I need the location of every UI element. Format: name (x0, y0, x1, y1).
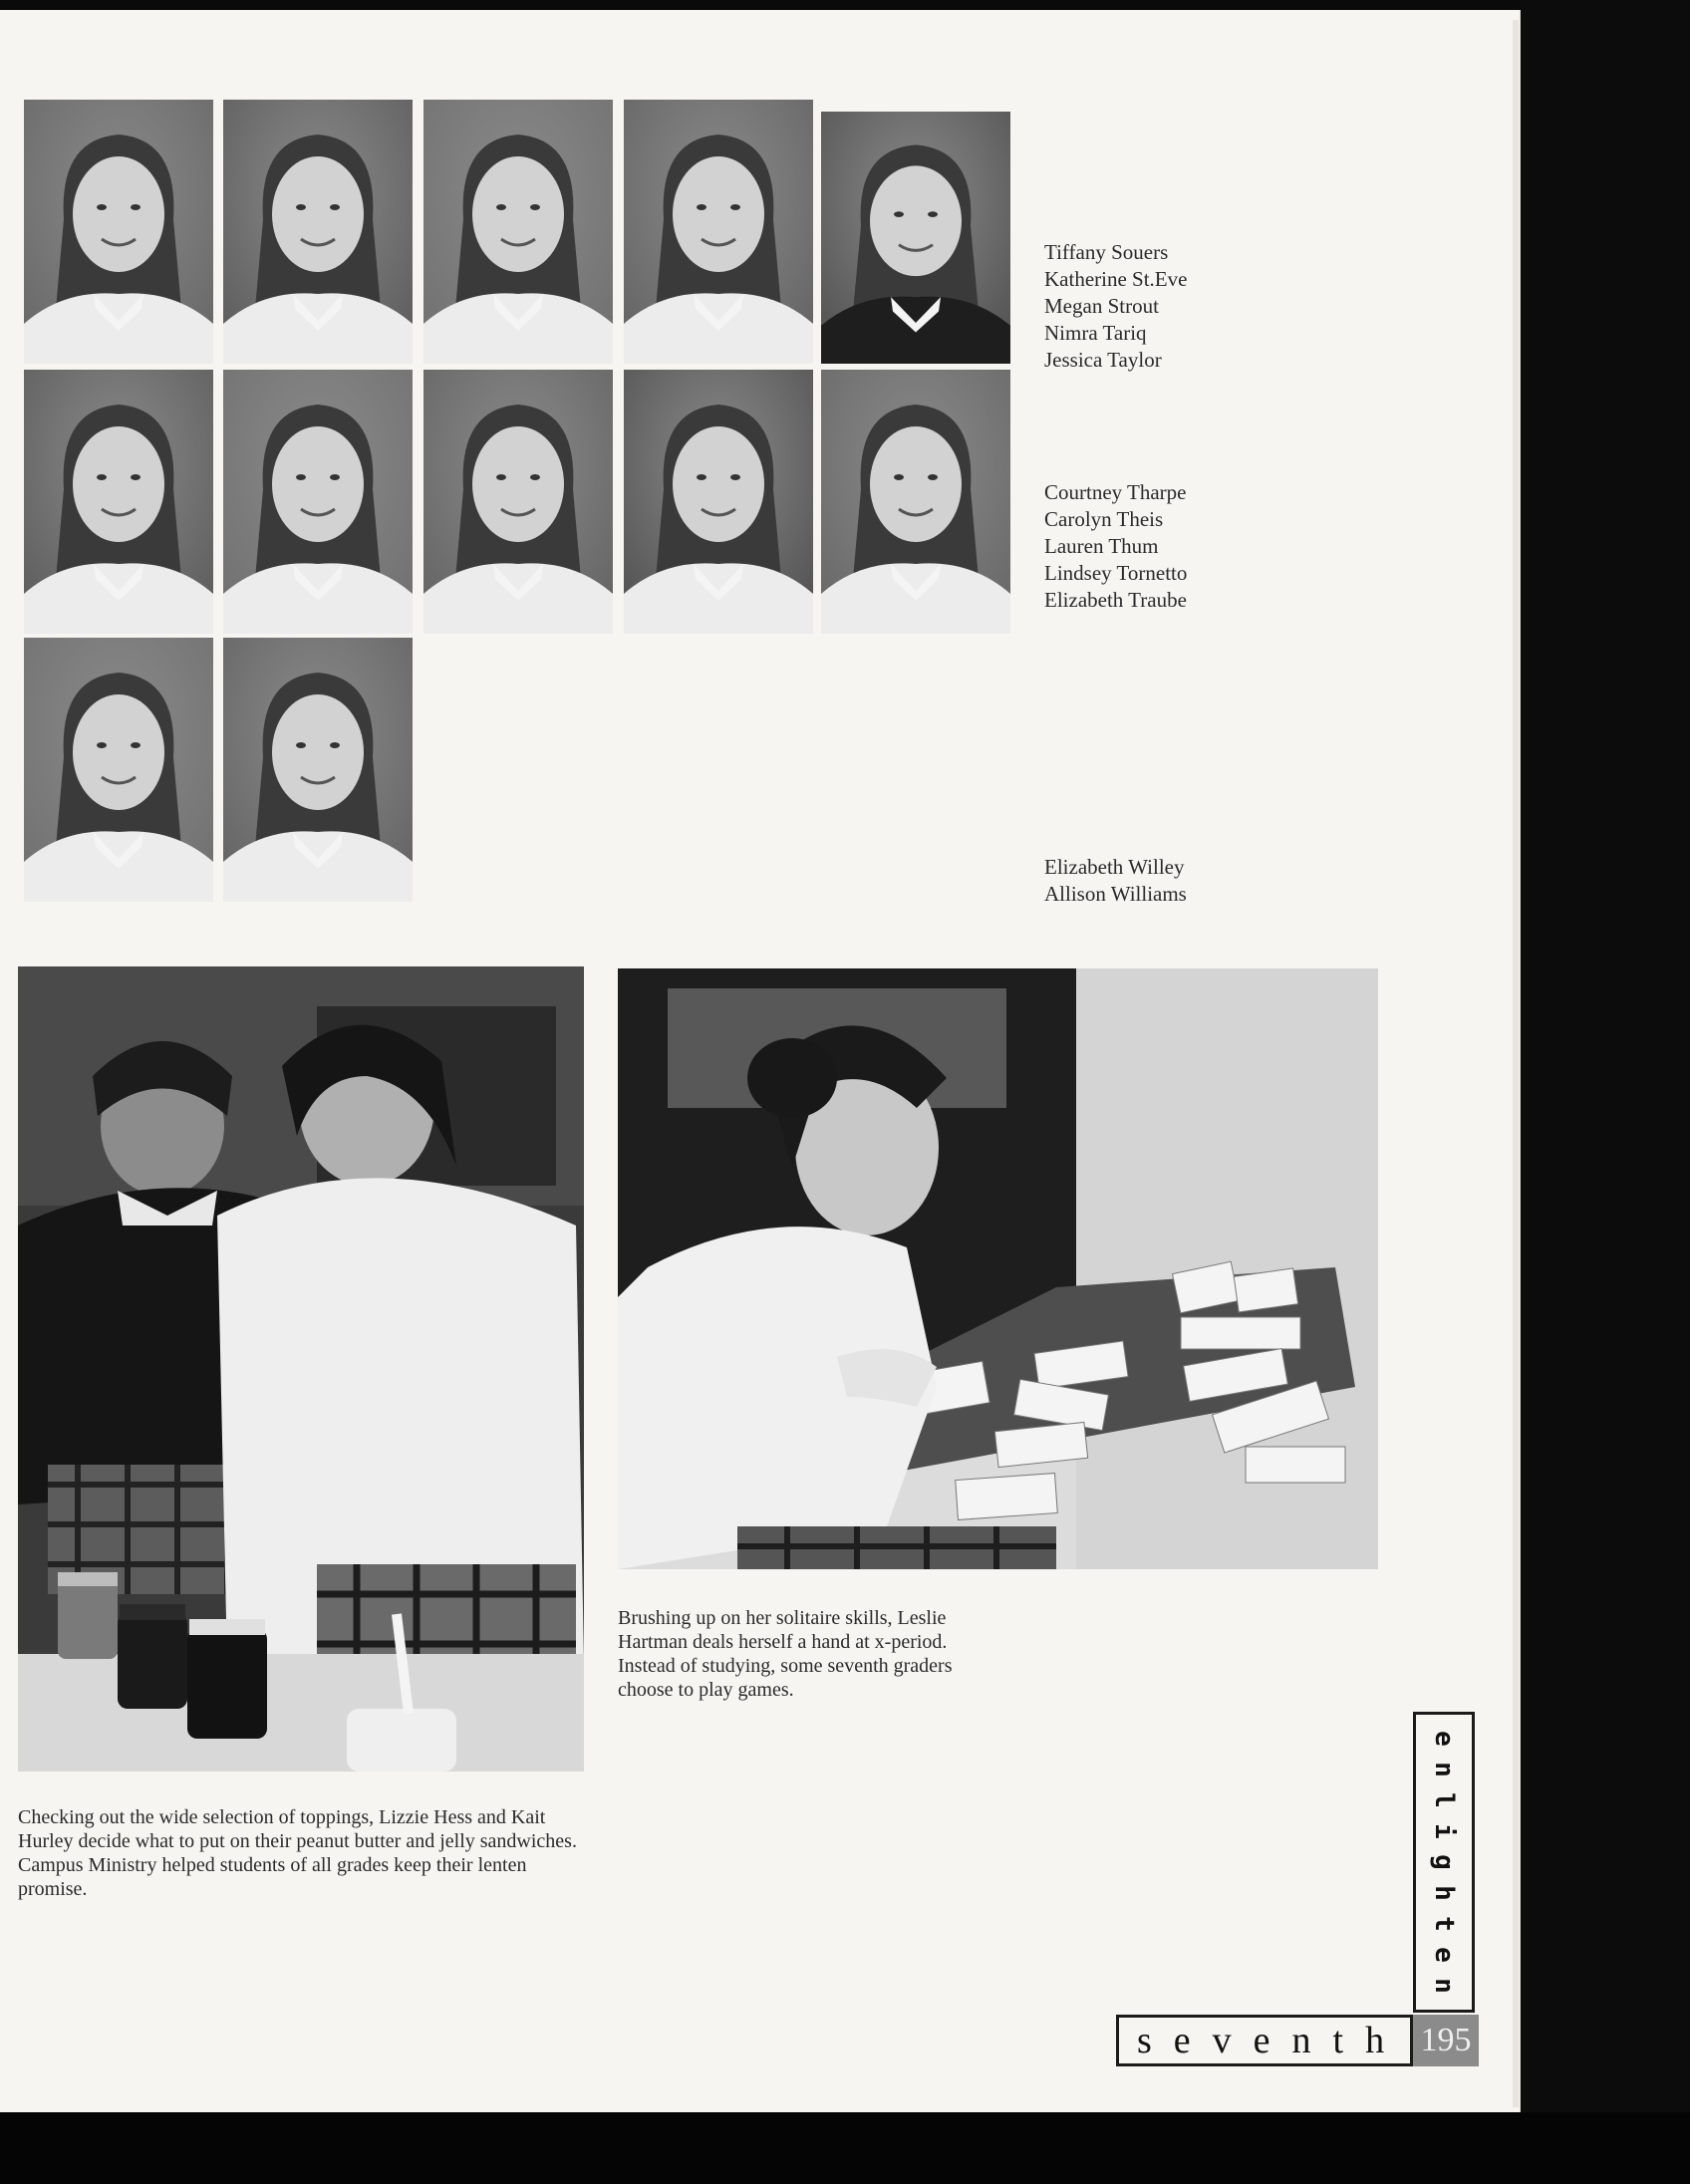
student-portrait (624, 100, 813, 364)
theme-letter: n (1429, 1978, 1459, 1995)
theme-tab-enlighten (1413, 1712, 1475, 2013)
student-name: Allison Williams (1044, 882, 1187, 906)
names-row-2 (1044, 479, 1187, 614)
section-label: seventh (1116, 2015, 1413, 2066)
student-name: Courtney Tharpe (1044, 480, 1187, 504)
student-portrait (223, 638, 413, 902)
student-name: Elizabeth Traube (1044, 588, 1187, 612)
student-portrait (821, 370, 1010, 634)
theme-letter: h (1429, 1885, 1459, 1901)
theme-letter: i (1429, 1823, 1459, 1839)
caption-sandwich-photo: Checking out the wide selection of toppings, Lizzie Hess and Kait Hurley decide what to put on their peanut butter and jelly sandwiches. Campus Ministry helped students of all grades keep their lenten promise. (18, 1806, 577, 1900)
student-name: Megan Strout (1044, 294, 1159, 318)
show-through-text (1026, 105, 1445, 190)
student-portrait (624, 370, 813, 634)
names-row-3 (1044, 854, 1187, 908)
student-name: Carolyn Theis (1044, 507, 1164, 531)
student-portrait (423, 100, 613, 364)
photo-solitaire (618, 968, 1378, 1569)
student-name: Jessica Taylor (1044, 348, 1162, 372)
student-portrait (223, 100, 413, 364)
scan-background-strip (1521, 0, 1690, 2184)
caption-solitaire-photo: Brushing up on her solitaire skills, Leslie Hartman deals herself a hand at x-period. Instead of studying, some seventh graders choose to play games. (618, 1607, 953, 1701)
student-name: Tiffany Souers (1044, 240, 1169, 264)
student-name: Katherine St.Eve (1044, 267, 1188, 291)
student-portrait (24, 638, 213, 902)
student-portrait (821, 112, 1010, 364)
theme-letter: e (1429, 1730, 1459, 1747)
page-edge (1513, 20, 1519, 2107)
student-name: Lauren Thum (1044, 534, 1159, 558)
student-portrait (24, 100, 213, 364)
theme-letter: g (1429, 1854, 1459, 1870)
theme-letter: n (1429, 1761, 1459, 1777)
page-number: 195 (1413, 2015, 1479, 2066)
scan-background-bottom (0, 2112, 1690, 2184)
names-row-1 (1044, 239, 1187, 374)
student-portrait (223, 370, 413, 634)
student-name: Lindsey Tornetto (1044, 561, 1188, 585)
student-portrait (24, 370, 213, 634)
theme-letter: e (1429, 1947, 1459, 1964)
student-name: Nimra Tariq (1044, 321, 1147, 345)
student-portrait (423, 370, 613, 634)
theme-letter: t (1429, 1916, 1459, 1933)
student-name: Elizabeth Willey (1044, 855, 1185, 879)
photo-sandwich-making (18, 966, 584, 1772)
theme-letter: l (1429, 1791, 1459, 1808)
